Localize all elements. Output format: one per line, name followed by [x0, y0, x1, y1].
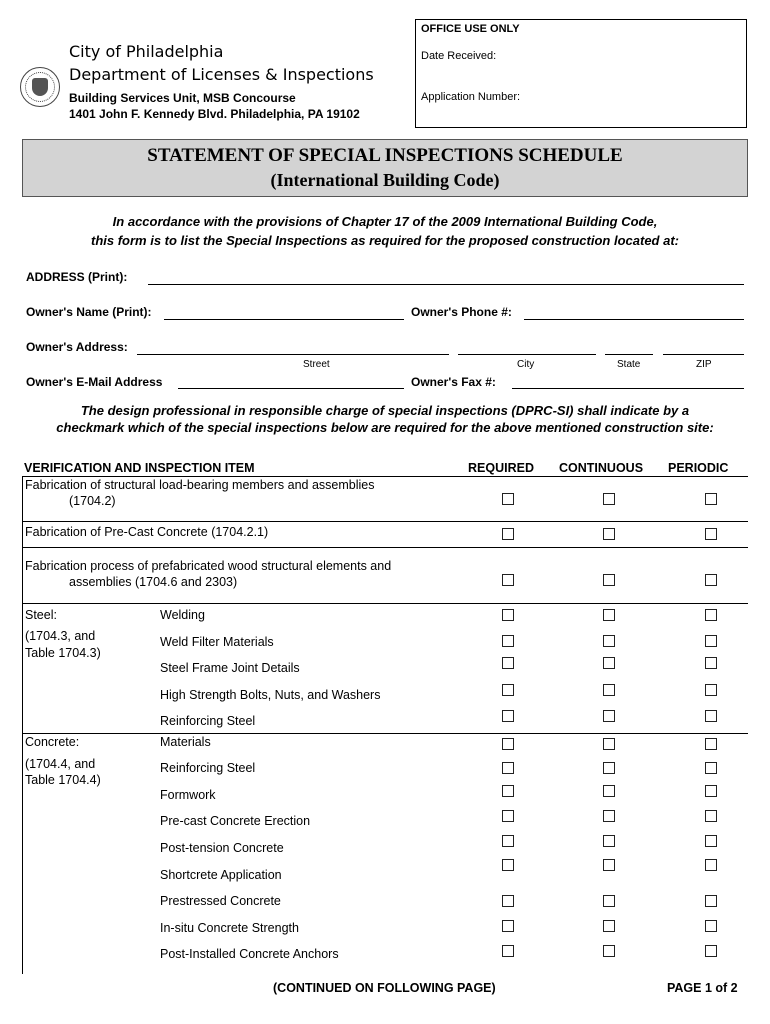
required-checkbox[interactable] — [502, 859, 514, 871]
col-header-continuous: CONTINUOUS — [559, 461, 644, 475]
address-label: ADDRESS (Print): — [26, 270, 128, 284]
required-checkbox[interactable] — [502, 710, 514, 722]
row-divider — [22, 521, 748, 522]
address-input-line[interactable] — [148, 284, 744, 285]
continuous-checkbox[interactable] — [603, 920, 615, 932]
office-use-box — [415, 19, 747, 128]
concrete-item: Post-Installed Concrete Anchors — [160, 947, 339, 961]
org-department: Department of Licenses & Inspections — [69, 65, 374, 84]
table-left-rule — [22, 476, 23, 974]
owner-email-label: Owner's E-Mail Address — [26, 375, 163, 389]
periodic-checkbox[interactable] — [705, 945, 717, 957]
periodic-checkbox[interactable] — [705, 762, 717, 774]
steel-item: Reinforcing Steel — [160, 714, 256, 728]
continuous-checkbox[interactable] — [603, 895, 615, 907]
periodic-checkbox[interactable] — [705, 635, 717, 647]
continuous-checkbox[interactable] — [603, 738, 615, 750]
org-city: City of Philadelphia — [69, 42, 224, 61]
owner-name-label: Owner's Name (Print): — [26, 305, 152, 319]
required-checkbox[interactable] — [502, 738, 514, 750]
org-address: 1401 John F. Kennedy Blvd. Philadelphia, PA 19102 — [69, 107, 360, 121]
required-checkbox[interactable] — [502, 762, 514, 774]
date-received-label: Date Received: — [421, 50, 497, 62]
col-header-required: REQUIRED — [468, 461, 534, 475]
dprc-instruction-2: checkmark which of the special inspections below are required for the above mentioned construction site: — [56, 420, 714, 435]
periodic-checkbox[interactable] — [705, 810, 717, 822]
steel-label: Steel: — [25, 608, 57, 622]
periodic-checkbox[interactable] — [705, 609, 717, 621]
continuous-checkbox[interactable] — [603, 609, 615, 621]
periodic-checkbox[interactable] — [705, 528, 717, 540]
continuous-checkbox[interactable] — [603, 710, 615, 722]
row1-label-line2: (1704.2) — [69, 494, 116, 508]
required-checkbox[interactable] — [502, 657, 514, 669]
concrete-item: Pre-cast Concrete Erection — [160, 814, 311, 828]
concrete-item: Prestressed Concrete — [160, 894, 281, 908]
concrete-ref-1: (1704.4, and — [25, 757, 96, 771]
periodic-checkbox[interactable] — [705, 859, 717, 871]
periodic-checkbox[interactable] — [705, 835, 717, 847]
city-seal-icon — [20, 67, 60, 107]
periodic-checkbox[interactable] — [705, 738, 717, 750]
owner-name-input-line[interactable] — [164, 319, 404, 320]
concrete-item: Reinforcing Steel — [160, 761, 256, 775]
continuous-checkbox[interactable] — [603, 945, 615, 957]
org-unit: Building Services Unit, MSB Concourse — [69, 91, 296, 105]
continuous-checkbox[interactable] — [603, 810, 615, 822]
owner-fax-input-line[interactable] — [512, 388, 744, 389]
continuous-checkbox[interactable] — [603, 657, 615, 669]
seal-emblem — [32, 78, 48, 96]
street-input-line[interactable] — [137, 354, 449, 355]
required-checkbox[interactable] — [502, 609, 514, 621]
periodic-checkbox[interactable] — [705, 920, 717, 932]
application-number-label: Application Number: — [421, 91, 521, 103]
owner-email-input-line[interactable] — [178, 388, 404, 389]
intro-line-2: this form is to list the Special Inspections as required for the proposed construction located at: — [91, 233, 679, 248]
periodic-checkbox[interactable] — [705, 574, 717, 586]
owner-phone-input-line[interactable] — [524, 319, 744, 320]
periodic-checkbox[interactable] — [705, 895, 717, 907]
concrete-item: Materials — [160, 735, 211, 749]
required-checkbox[interactable] — [502, 920, 514, 932]
office-use-title: OFFICE USE ONLY — [421, 23, 520, 35]
owner-fax-label: Owner's Fax #: — [411, 375, 496, 389]
continuous-checkbox[interactable] — [603, 635, 615, 647]
required-checkbox[interactable] — [502, 574, 514, 586]
page-number: PAGE 1 of 2 — [667, 981, 738, 995]
required-checkbox[interactable] — [502, 835, 514, 847]
row-divider — [22, 547, 748, 548]
continuous-checkbox[interactable] — [603, 528, 615, 540]
continuous-checkbox[interactable] — [603, 493, 615, 505]
required-checkbox[interactable] — [502, 945, 514, 957]
row2-label: Fabrication of Pre-Cast Concrete (1704.2.1) — [25, 525, 269, 539]
table-top-rule — [22, 476, 748, 477]
col-header-periodic: PERIODIC — [668, 461, 729, 475]
intro-line-1: In accordance with the provisions of Chapter 17 of the 2009 International Building Code, — [112, 214, 658, 229]
owner-address-label: Owner's Address: — [26, 340, 128, 354]
row-divider — [22, 733, 748, 734]
steel-item: Weld Filter Materials — [160, 635, 274, 649]
concrete-label: Concrete: — [25, 735, 80, 749]
city-input-line[interactable] — [458, 354, 596, 355]
row3-label-line1: Fabrication process of prefabricated wood structural elements and — [25, 559, 392, 573]
continuous-checkbox[interactable] — [603, 835, 615, 847]
periodic-checkbox[interactable] — [705, 710, 717, 722]
street-caption: Street — [303, 359, 330, 370]
concrete-item: Shortcrete Application — [160, 868, 282, 882]
concrete-item: In-situ Concrete Strength — [160, 921, 299, 935]
steel-ref-2: Table 1704.3) — [25, 646, 101, 660]
periodic-checkbox[interactable] — [705, 785, 717, 797]
continuous-checkbox[interactable] — [603, 859, 615, 871]
concrete-ref-2: Table 1704.4) — [25, 773, 101, 787]
required-checkbox[interactable] — [502, 810, 514, 822]
concrete-item: Post-tension Concrete — [160, 841, 284, 855]
continuous-checkbox[interactable] — [603, 684, 615, 696]
required-checkbox[interactable] — [502, 635, 514, 647]
continuous-checkbox[interactable] — [603, 762, 615, 774]
continuous-checkbox[interactable] — [603, 785, 615, 797]
dprc-instruction-1: The design professional in responsible charge of special inspections (DPRC-SI) shall indicate by a — [80, 403, 690, 418]
row1-label-line1: Fabrication of structural load-bearing members and assemblies — [25, 478, 375, 492]
required-checkbox[interactable] — [502, 528, 514, 540]
steel-item: Steel Frame Joint Details — [160, 661, 300, 675]
col-header-item: VERIFICATION AND INSPECTION ITEM — [24, 461, 255, 475]
form-title-box — [22, 139, 748, 197]
zip-caption: ZIP — [696, 359, 712, 370]
owner-phone-label: Owner's Phone #: — [411, 305, 512, 319]
required-checkbox[interactable] — [502, 493, 514, 505]
required-checkbox[interactable] — [502, 785, 514, 797]
state-caption: State — [617, 359, 641, 370]
periodic-checkbox[interactable] — [705, 684, 717, 696]
zip-input-line[interactable] — [663, 354, 744, 355]
row-divider — [22, 603, 748, 604]
required-checkbox[interactable] — [502, 684, 514, 696]
required-checkbox[interactable] — [502, 895, 514, 907]
steel-item: High Strength Bolts, Nuts, and Washers — [160, 688, 381, 702]
steel-ref-1: (1704.3, and — [25, 629, 96, 643]
form-title: STATEMENT OF SPECIAL INSPECTIONS SCHEDULE — [147, 145, 623, 166]
state-input-line[interactable] — [605, 354, 653, 355]
row3-label-line2: assemblies (1704.6 and 2303) — [69, 575, 238, 589]
periodic-checkbox[interactable] — [705, 657, 717, 669]
steel-item: Welding — [160, 608, 205, 622]
continuous-checkbox[interactable] — [603, 574, 615, 586]
periodic-checkbox[interactable] — [705, 493, 717, 505]
concrete-item: Formwork — [160, 788, 216, 802]
continued-note: (CONTINUED ON FOLLOWING PAGE) — [273, 981, 496, 995]
form-subtitle: (International Building Code) — [270, 170, 500, 190]
city-caption: City — [517, 359, 535, 370]
